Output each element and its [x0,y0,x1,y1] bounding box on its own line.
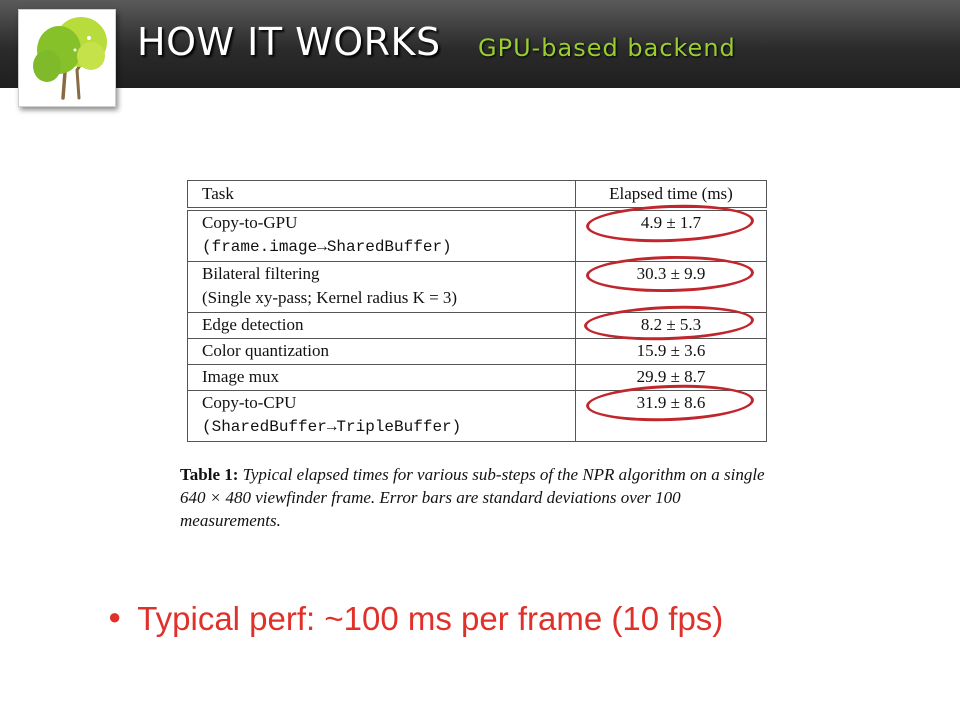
task-cell [188,262,576,313]
time-value: 31.9 ± 8.6 [636,393,706,412]
task-name: Copy-to-CPU [202,393,297,412]
task-cell [188,365,576,391]
table-row [188,339,767,365]
logo [18,9,116,107]
task-name: Copy-to-GPU [202,213,298,232]
caption-label: Table 1: [180,465,239,484]
time-value: 15.9 ± 3.6 [636,341,706,360]
task-name: Bilateral filtering [202,264,320,283]
time-cell [576,339,767,365]
time-value: 8.2 ± 5.3 [640,315,702,334]
table-caption [180,463,780,532]
task-detail: (Single xy-pass; Kernel radius K = 3) [202,288,458,307]
task-cell [188,209,576,262]
task-name: Color quantization [202,341,330,360]
task-cell [188,313,576,339]
time-value: 30.3 ± 9.9 [636,264,706,283]
time-value: 29.9 ± 8.7 [636,367,706,386]
task-name: Edge detection [202,315,304,334]
time-value: 4.9 ± 1.7 [640,213,702,232]
column-header-elapsed-time: Elapsed time (ms) [576,181,767,210]
slide-header [0,0,960,88]
task-detail: (frame.image→SharedBuffer) [202,238,452,256]
task-name: Image mux [202,367,279,386]
task-cell [188,339,576,365]
bullet-text: Typical perf: ~100 ms per frame (10 fps) [137,600,724,637]
task-detail: (SharedBuffer→TripleBuffer) [202,418,462,436]
tree-icon [19,10,115,106]
task-cell [188,391,576,442]
column-header-task: Task [188,181,576,210]
slide-subtitle: GPU-based backend [478,34,736,62]
slide-title: HOW IT WORKS [137,20,441,64]
bullet-dot-icon: ● [108,604,122,629]
caption-text: Typical elapsed times for various sub-steps of the NPR algorithm on a single 640 × 480 viewfinder frame. Error bars are standard deviations over 100 measurements. [180,465,765,530]
bullet-item [108,600,723,638]
